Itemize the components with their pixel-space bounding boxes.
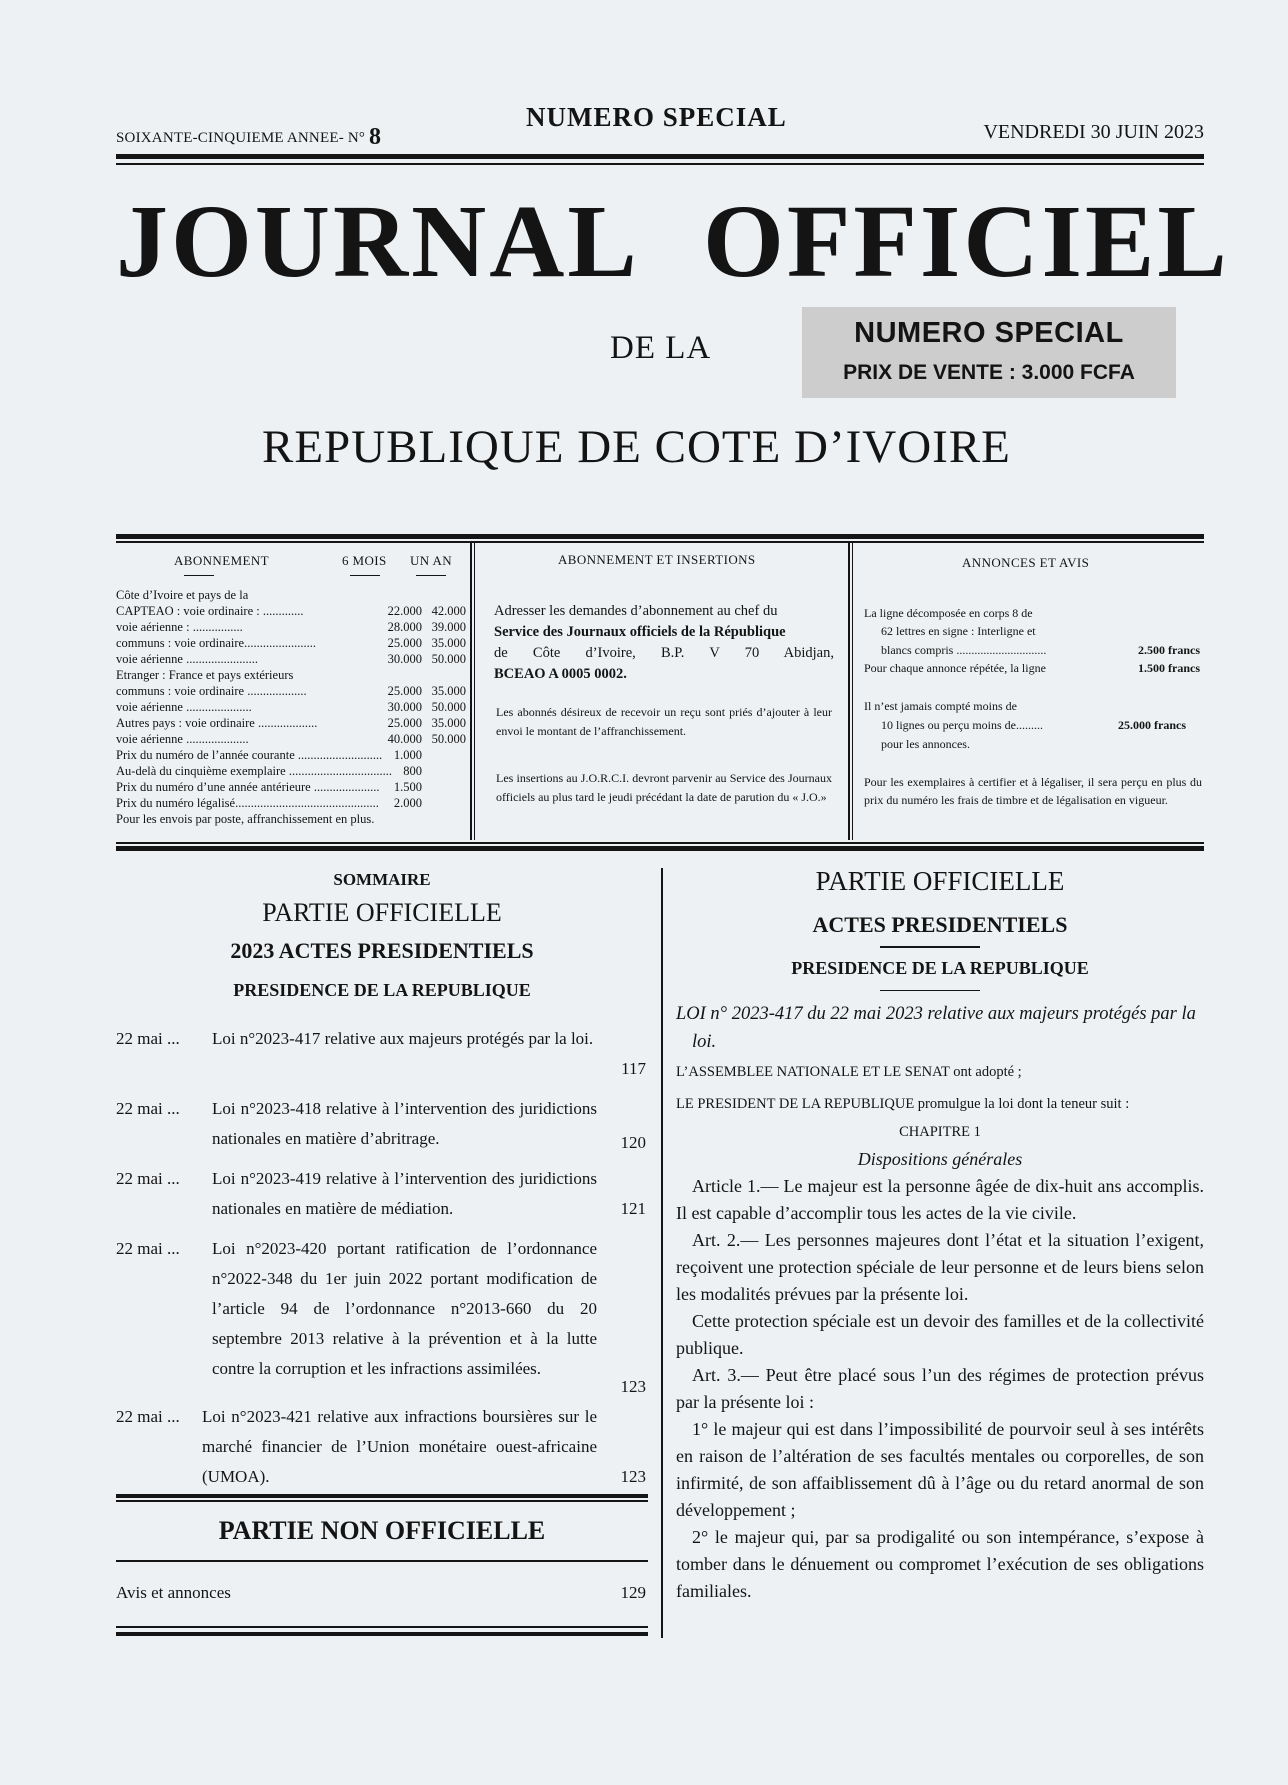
loi-paragraph: Art. 2.— Les personnes majeures dont l’état et la situation l’exigent, reçoivent une protection spéciale de leur personne et de leurs biens selon les modalités prévues par la présente loi. (676, 1230, 1204, 1304)
annonces-row (864, 661, 1200, 676)
toc-item (116, 1234, 646, 1394)
abonnement-price-6-mois: 28.000 (387, 620, 422, 634)
abonnement-label: voie aérienne ..................... (116, 700, 252, 714)
toc-page: 120 (620, 1133, 646, 1152)
abonnement-price-un-an: 50.000 (431, 700, 466, 714)
abonnement-row (116, 731, 464, 747)
toc-date: 22 mai ... (116, 1239, 180, 1258)
loi-paragraph: 2° le majeur qui, par sa prodigalité ou son intempérance, s’expose à tomber dans le dénuement ou compromet l’exécution de ses obligations familiales. (676, 1527, 1204, 1601)
boxes-rule-top (116, 534, 1204, 539)
abonnement-price-un-an: 35.000 (431, 684, 466, 698)
abonnement-label: Etranger : France et pays extérieurs (116, 668, 294, 682)
toc-rule (116, 1494, 648, 1498)
annonces-row (864, 643, 1200, 658)
toc-text: Loi n°2023-421 relative aux infractions boursières sur le marché financier de l’Union monétaire ouest-africaine (UMOA). (202, 1407, 597, 1486)
abonnement-row (116, 667, 464, 683)
loi-paragraph: Article 1.— Le majeur est la personne âgée de dix-huit ans accomplis. Il est capable d’accomplir tous les actes de la vie civile. (676, 1176, 1204, 1223)
annonces-amount: 25.000 francs (1118, 718, 1186, 732)
abonnement-row (116, 635, 464, 651)
column-divider (661, 868, 663, 1638)
annonces-line: La ligne décomposée en corps 8 de (864, 606, 1033, 620)
abonnement-price-6-mois: 25.000 (387, 716, 422, 730)
insertions-line: BCEAO A 0005 0002. (494, 666, 627, 682)
toc-text: Loi n°2023-420 portant ratification de l’ordonnance n°2022-348 du 1er juin 2022 portant modification de l’article 94 de l’ordonnance n°2013-660 du 20 septembre 2013 relative à la prévention et à la lutte contre la corruption et les infractions assimilées. (212, 1239, 597, 1378)
presidence-underline (880, 990, 980, 991)
abonnement-col-6: 6 MOIS (342, 553, 387, 568)
annonces-line: Il n’est jamais compté moins de (864, 699, 1017, 713)
annonces-line: blancs compris .............................. (881, 643, 1047, 657)
bottom-rule-thin (116, 1626, 648, 1628)
abonnement-label: communs : voie ordinaire....................... (116, 636, 316, 650)
abonnement-row (116, 619, 464, 635)
abonnement-label: Prix du numéro de l’année courante ........................... (116, 748, 383, 762)
annonces-line: pour les annonces. (881, 737, 970, 751)
official-partie: PARTIE OFFICIELLE (815, 866, 1065, 896)
masthead-republic: REPUBLIQUE DE COTE D’IVOIRE (262, 421, 1011, 473)
abonnement-label: voie aérienne ....................... (116, 652, 258, 666)
abonnement-price-6-mois: 25.000 (387, 684, 422, 698)
abonnement-row (116, 603, 464, 619)
abonnement-row (116, 587, 464, 603)
toc-item (116, 1164, 646, 1226)
abonnement-label: Au-delà du cinquième exemplaire ................................. (116, 764, 392, 778)
head-underline (350, 575, 380, 576)
toc-text: Loi n°2023-418 relative à l’intervention des juridictions nationales en matière d’abritrage. (212, 1099, 597, 1148)
abonnement-label: Côte d’Ivoire et pays de la (116, 588, 249, 602)
loi-paragraph: Cette protection spéciale est un devoir des familles et de la collectivité publique. (676, 1311, 1204, 1358)
issue-info (116, 124, 381, 151)
issue-number: 8 (369, 124, 382, 150)
toc-rule-thin (116, 1500, 648, 1502)
price-box-special: NUMERO SPECIAL (854, 317, 1124, 349)
abonnement-label: CAPTEAO : voie ordinaire : ............. (116, 604, 304, 618)
official-presidence: PRESIDENCE DE LA REPUBLIQUE (791, 958, 1089, 978)
boxes-rule-bottom-thin (116, 842, 1204, 844)
abonnement-price-6-mois: 800 (403, 764, 422, 778)
insertions-deadline: Les insertions au J.O.R.C.I. devront parvenir au Service des Journaux officiels au plus tard le jeudi précédant la date de parution du « J.O.» (496, 771, 832, 804)
boxes-rule-bottom (116, 846, 1204, 851)
abonnement-price-6-mois: 40.000 (387, 732, 422, 746)
loi-body (676, 1173, 1204, 1605)
top-line (116, 96, 1204, 150)
sommaire-partie-officielle: PARTIE OFFICIELLE (262, 898, 502, 927)
toc-item (116, 1024, 646, 1086)
toc-page: 117 (621, 1059, 646, 1078)
sommaire-head: SOMMAIRE (333, 870, 431, 889)
issue-label: SOIXANTE-CINQUIEME ANNEE- N° (116, 130, 366, 146)
abonnement-price-6-mois: 1.000 (393, 748, 422, 762)
masthead-title: JOURNAL OFFICIEL (116, 184, 1230, 299)
toc-date: 22 mai ... (116, 1407, 180, 1426)
toc-date: 22 mai ... (116, 1169, 180, 1188)
toc-text: Loi n°2023-419 relative à l’intervention des juridictions nationales en matière de médiation. (212, 1169, 597, 1218)
toc-text: Loi n°2023-417 relative aux majeurs protégés par la loi. (212, 1029, 594, 1048)
abonnement-row (116, 715, 464, 731)
abonnement-price-un-an: 50.000 (431, 732, 466, 746)
abonnement-row (116, 747, 464, 763)
toc-date: 22 mai ... (116, 1029, 180, 1048)
abonnement-label: Pour les envois par poste, affranchissement en plus. (116, 812, 375, 826)
loi-adopte: L’ASSEMBLEE NATIONALE ET LE SENAT ont adopté ; (676, 1064, 1022, 1080)
price-box-price: PRIX DE VENTE : 3.000 FCFA (843, 361, 1135, 384)
abonnement-head: ABONNEMENT (174, 553, 269, 568)
abonnement-label: communs : voie ordinaire ................... (116, 684, 307, 698)
head-underline (416, 575, 446, 576)
abonnement-price-un-an: 50.000 (431, 652, 466, 666)
actes-underline (880, 946, 980, 948)
box-divider-1 (470, 543, 475, 840)
header-rule-thick (116, 154, 1204, 159)
toc-item-avis (116, 1578, 646, 1608)
abonnement-label: Prix du numéro d’une année antérieure ..................... (116, 780, 380, 794)
toc-page: 121 (620, 1199, 646, 1218)
abonnement-label: Prix du numéro légalisé.............................................. (116, 796, 379, 810)
subscription-boxes (116, 543, 1204, 840)
chapitre-head: CHAPITRE 1 (899, 1124, 981, 1140)
abonnement-price-un-an: 35.000 (431, 636, 466, 650)
annonces-legalisation: Pour les exemplaires à certifier et à légaliser, il sera perçu en plus du prix du numéro les frais de timbre et de légalisation en vigueur. (864, 775, 1202, 807)
abonnement-price-un-an: 35.000 (431, 716, 466, 730)
annonces-row (864, 718, 1200, 733)
sommaire-presidence: PRESIDENCE DE LA REPUBLIQUE (233, 980, 531, 1000)
toc-page: 123 (620, 1377, 646, 1396)
insertions-line: de Côte d’Ivoire, B.P. V 70 Abidjan, (494, 645, 834, 661)
annonces-head: ANNONCES ET AVIS (962, 555, 1090, 570)
issue-date: VENDREDI 30 JUIN 2023 (983, 121, 1204, 143)
insertions-head: ABONNEMENT ET INSERTIONS (558, 552, 756, 567)
toc-item (116, 1402, 646, 1494)
price-box (802, 307, 1176, 398)
abonnement-row (116, 763, 464, 779)
abonnement-price-6-mois: 1.500 (393, 780, 422, 794)
abonnement-price-6-mois: 30.000 (387, 652, 422, 666)
abonnement-price-6-mois: 2.000 (393, 796, 422, 810)
toc-page: 129 (620, 1583, 646, 1602)
abonnement-row (116, 779, 464, 795)
annonces-line: 62 lettres en signe : Interligne et (881, 624, 1036, 638)
annonces-amount: 2.500 francs (1138, 643, 1200, 657)
abonnement-label: voie aérienne .................... (116, 732, 249, 746)
toc-page: 123 (620, 1467, 646, 1486)
toc-date: 22 mai ... (116, 1099, 180, 1118)
head-underline (184, 575, 214, 576)
masthead-de-la: DE LA (610, 330, 712, 366)
abonnement-row (116, 683, 464, 699)
dispositions-head: Dispositions générales (857, 1149, 1023, 1169)
abonnement-label: Autres pays : voie ordinaire ................... (116, 716, 318, 730)
abonnement-price-un-an: 39.000 (431, 620, 466, 634)
official-actes: ACTES PRESIDENTIELS (812, 912, 1068, 937)
insertions-address (494, 601, 834, 685)
annonces-line: 10 lignes ou perçu moins de......... (881, 718, 1043, 732)
box-divider-2 (848, 543, 853, 840)
abonnement-price-6-mois: 22.000 (387, 604, 422, 618)
non-officielle-head: PARTIE NON OFFICIELLE (218, 1516, 546, 1545)
loi-paragraph: 1° le majeur qui est dans l’impossibilité de pourvoir seul à ses intérêts en raison de l’altération de ses facultés mentales ou corporelles, de son infirmité, de son affaiblissement dû à l’âge ou du retard anormal de son développement ; (676, 1419, 1204, 1520)
abonnement-label: voie aérienne : ................ (116, 620, 243, 634)
toc-item (116, 1094, 646, 1156)
loi-paragraph: Art. 3.— Peut être placé sous l’un des régimes de protection prévus par la présente loi : (676, 1365, 1204, 1412)
abonnement-row (116, 795, 464, 811)
abonnement-price-6-mois: 30.000 (387, 700, 422, 714)
header-rule-thin (116, 163, 1204, 165)
abonnement-row (116, 651, 464, 667)
insertions-receipt: Les abonnés désireux de recevoir un reçu sont priés d’ajouter à leur envoi le montant de l’affranchissement. (496, 705, 832, 738)
sommaire-actes: 2023 ACTES PRESIDENTIELS (230, 938, 534, 963)
toc-text: Avis et annonces (116, 1583, 231, 1602)
loi-promulgue: LE PRESIDENT DE LA REPUBLIQUE promulgue la loi dont la teneur suit : (676, 1096, 1130, 1112)
insertions-line: Service des Journaux officiels de la République (494, 624, 786, 640)
loi-title: LOI n° 2023-417 du 22 mai 2023 relative aux majeurs protégés par la loi. (676, 1004, 1196, 1052)
insertions-line: Adresser les demandes d’abonnement au chef du (494, 603, 778, 619)
abonnement-price-6-mois: 25.000 (387, 636, 422, 650)
abonnement-col-12: UN AN (410, 553, 453, 568)
special-edition-label: NUMERO SPECIAL (526, 102, 787, 132)
bottom-rule (116, 1632, 648, 1636)
annonces-line: Pour chaque annonce répétée, la ligne (864, 661, 1046, 675)
annonces-amount: 1.500 francs (1138, 661, 1200, 675)
abonnement-price-un-an: 42.000 (431, 604, 466, 618)
abonnement-row (116, 811, 464, 827)
abonnement-row (116, 699, 464, 715)
non-officielle-rule (116, 1560, 648, 1562)
